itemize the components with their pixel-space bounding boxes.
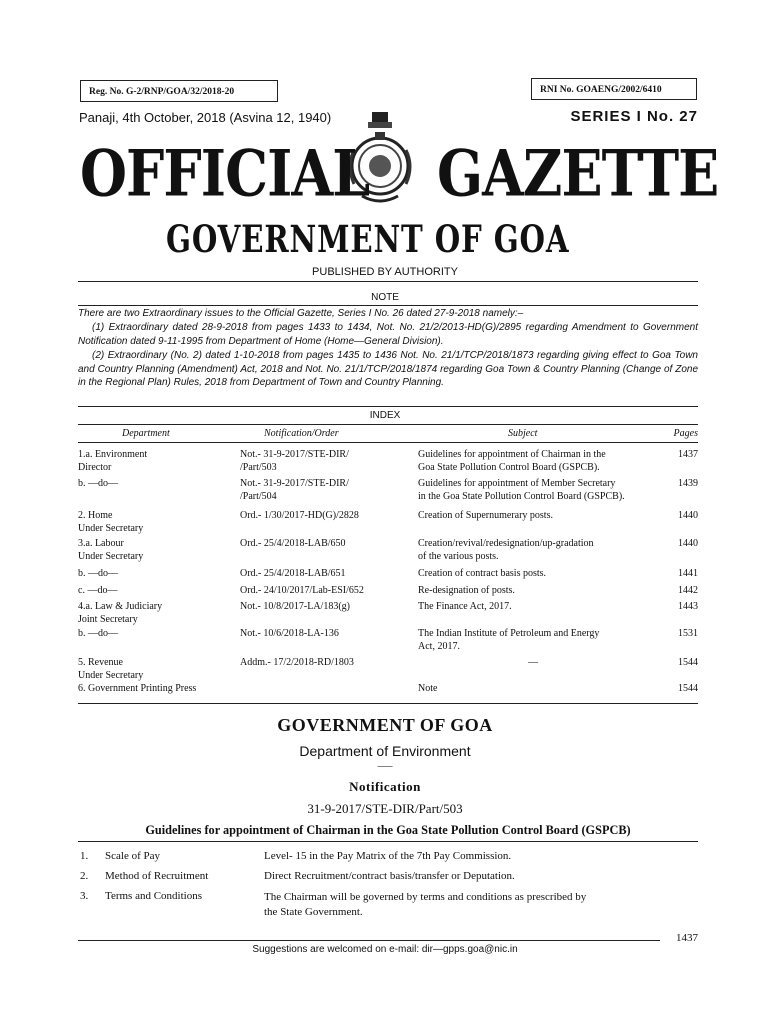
item-number: 1. bbox=[80, 850, 89, 862]
note-item-2: (2) Extraordinary (No. 2) dated 1-10-2018 from pages 1435 to 1436 Not. No. 21/1/TCP/2018/1873 regarding giving effect to Goa Town and Country Planning (Amendment) Act, 2018 and Not. No. 21/1/TCP/2018/1874 regarding Goa Town & Country Planning (Change of Zone in the Regional Plan) Rules, 2018 from Department of Town and Country Planning. bbox=[78, 350, 698, 388]
index-page: 1544 bbox=[678, 657, 698, 668]
item-label: Method of Recruitment bbox=[105, 870, 209, 882]
index-order: Not.- 10/6/2018-LA-136 bbox=[240, 628, 339, 639]
index-col-notification: Notification/Order bbox=[264, 428, 339, 439]
footer-suggestions: Suggestions are welcomed on e-mail: dir—gpps.goa@nic.in bbox=[252, 944, 518, 955]
index-subject: Note bbox=[418, 683, 438, 694]
index-order: Not.- 31-9-2017/STE-DIR/ /Part/504 bbox=[240, 478, 349, 502]
note-divider bbox=[78, 305, 698, 306]
index-order: Ord.- 1/30/2017-HD(G)/2828 bbox=[240, 510, 359, 521]
registration-number-box bbox=[80, 80, 278, 102]
item-number: 2. bbox=[80, 870, 89, 882]
item-label: Scale of Pay bbox=[105, 850, 160, 862]
index-header-divider bbox=[78, 424, 698, 425]
page-number: 1437 bbox=[676, 932, 698, 944]
note-item-1: (1) Extraordinary dated 28-9-2018 from pages 1433 to 1434, Not. No. 21/2/2013-HD(G)/2895 regarding Amendment to Government Notification dated 9-11-1995 from Department of Home (Home—General Division). bbox=[78, 322, 698, 347]
index-department: b. —do— bbox=[78, 628, 118, 639]
note-heading: NOTE bbox=[371, 292, 399, 303]
index-subject: Creation of contract basis posts. bbox=[418, 568, 547, 579]
index-department: 2. Home Under Secretary bbox=[78, 510, 144, 534]
index-order: Ord.- 25/4/2018-LAB/650 bbox=[240, 538, 346, 549]
index-bottom-divider bbox=[78, 703, 698, 704]
notification-number: 31-9-2017/STE-DIR/Part/503 bbox=[307, 801, 463, 816]
rni-number-box bbox=[531, 78, 697, 100]
index-page: 1439 bbox=[678, 478, 698, 489]
index-columns-divider bbox=[78, 442, 698, 443]
separator-dash: ___ bbox=[377, 757, 393, 768]
index-order: Not.- 31-9-2017/STE-DIR/ /Part/503 bbox=[240, 449, 349, 473]
index-department: 4.a. Law & Judiciary Joint Secretary bbox=[78, 601, 163, 625]
index-department: c. —do— bbox=[78, 585, 118, 596]
index-order: Ord.- 24/10/2017/Lab-ESI/652 bbox=[240, 585, 364, 596]
title-official: OFFICIAL bbox=[80, 136, 370, 211]
index-subject: The Indian Institute of Petroleum and Energy Act, 2017. bbox=[418, 628, 600, 652]
date-line: Panaji, 4th October, 2018 (Asvina 12, 1940) bbox=[79, 110, 332, 125]
item-text: Direct Recruitment/contract basis/transfer or Deputation. bbox=[264, 870, 515, 882]
index-page: 1443 bbox=[678, 601, 698, 612]
index-department: 6. Government Printing Press bbox=[78, 683, 197, 694]
index-department: 3.a. Labour Under Secretary bbox=[78, 538, 144, 562]
note-intro: There are two Extraordinary issues to the Official Gazette, Series I No. 26 dated 27-9-2018 namely:– bbox=[78, 308, 524, 319]
index-page: 1440 bbox=[678, 510, 698, 521]
index-subject: Creation/revival/redesignation/up-gradation of the various posts. bbox=[418, 538, 594, 562]
guideline-title: Guidelines for appointment of Chairman in the Goa State Pollution Control Board (GSPCB) bbox=[145, 823, 631, 837]
footer-divider bbox=[78, 940, 660, 941]
title-government-of-goa: GOVERNMENT OF GOA bbox=[166, 218, 570, 262]
index-department: 5. Revenue Under Secretary bbox=[78, 657, 144, 681]
index-subject: Guidelines for appointment of Member Secretary in the Goa State Pollution Control Board (GSPCB). bbox=[418, 478, 625, 502]
section-government-heading: GOVERNMENT OF GOA bbox=[277, 715, 493, 735]
index-department: b. —do— bbox=[78, 478, 118, 489]
item-number: 3. bbox=[80, 890, 89, 902]
index-subject: — bbox=[528, 657, 538, 668]
index-order: Addm.- 17/2/2018-RD/1803 bbox=[240, 657, 354, 668]
index-subject: Re-designation of posts. bbox=[418, 585, 515, 596]
guideline-divider bbox=[78, 841, 698, 842]
index-page: 1441 bbox=[678, 568, 698, 579]
index-page: 1440 bbox=[678, 538, 698, 549]
index-col-subject: Subject bbox=[508, 428, 538, 439]
index-order: Not.- 10/8/2017-LA/183(g) bbox=[240, 601, 350, 612]
title-gazette: GAZETTE bbox=[437, 136, 719, 211]
index-subject: Guidelines for appointment of Chairman in the Goa State Pollution Control Board (GSPCB). bbox=[418, 449, 606, 473]
index-subject: The Finance Act, 2017. bbox=[418, 601, 512, 612]
item-text: Level- 15 in the Pay Matrix of the 7th Pay Commission. bbox=[264, 850, 512, 862]
item-text: The Chairman will be governed by terms and conditions as prescribed by the State Government. bbox=[264, 891, 587, 918]
index-col-pages: Pages bbox=[673, 428, 698, 439]
index-page: 1437 bbox=[678, 449, 698, 460]
notification-label: Notification bbox=[349, 779, 421, 794]
item-label: Terms and Conditions bbox=[105, 890, 203, 902]
department-name: Department of Environment bbox=[299, 743, 471, 759]
index-subject: Creation of Supernumerary posts. bbox=[418, 510, 553, 521]
rni-number: RNI No. GOAENG/2002/6410 bbox=[540, 85, 662, 95]
index-col-department: Department bbox=[122, 428, 170, 439]
registration-number: Reg. No. G-2/RNP/GOA/32/2018-20 bbox=[89, 87, 235, 97]
index-department: b. —do— bbox=[78, 568, 118, 579]
published-by-authority: PUBLISHED BY AUTHORITY bbox=[312, 266, 458, 278]
index-page: 1544 bbox=[678, 683, 698, 694]
index-page: 1531 bbox=[678, 628, 698, 639]
index-top-divider bbox=[78, 406, 698, 407]
index-department: 1.a. Environment Director bbox=[78, 449, 148, 473]
index-order: Ord.- 25/4/2018-LAB/651 bbox=[240, 568, 346, 579]
index-heading: INDEX bbox=[369, 410, 401, 421]
series-number: SERIES I No. 27 bbox=[570, 108, 698, 125]
index-page: 1442 bbox=[678, 585, 698, 596]
header-divider bbox=[78, 281, 698, 282]
